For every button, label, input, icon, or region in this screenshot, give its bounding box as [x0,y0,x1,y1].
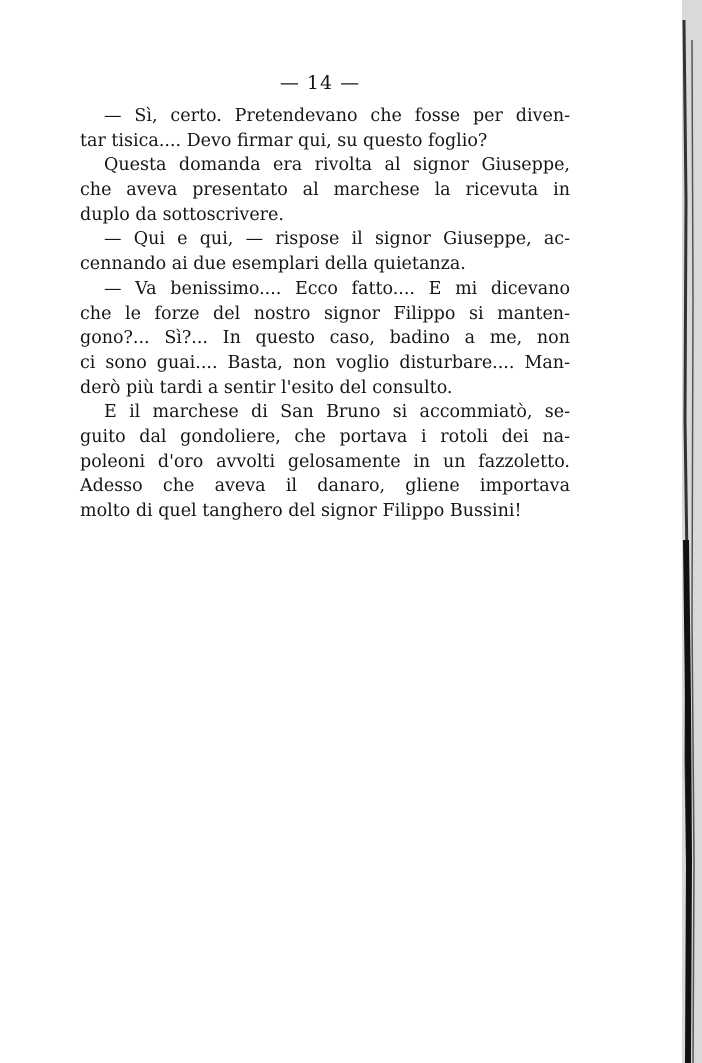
text-line: guito dal gondoliere, che portava i rotoli dei na- [80,426,570,447]
text-line: derò più tardi a sentir l'esito del consulto. [80,377,453,398]
binding-crease-thin [692,40,694,1063]
text-body [80,104,570,524]
text-line: — Qui e qui, — rispose il signor Giuseppe, ac- [104,229,570,250]
text-line: E il marchese di San Bruno si accommiatò, se- [104,402,570,423]
text-line: molto di quel tanghero del signor Filippo Bussini! [80,501,522,521]
text-line: tar tisica.... Devo firmar qui, su questo foglio? [80,130,488,151]
text-line: Questa domanda era rivolta al signor Giuseppe, [104,155,570,176]
page-binding-edge [642,0,702,1063]
text-line: che le forze del nostro signor Filippo si manten- [80,303,570,324]
text-line: duplo da sottoscrivere. [80,204,284,225]
text-line: ci sono guai.... Basta, non voglio disturbare.... Man- [80,352,570,373]
text-line: poleoni d'oro avvolti gelosamente in un fazzoletto. [80,451,570,472]
page-number: — 14 — [279,72,361,94]
text-line: gono?... Sì?... In questo caso, badino a me, non [80,328,570,349]
text-line: — Va benissimo.... Ecco fatto.... E mi dicevano [104,278,570,299]
text-line: — Sì, certo. Pretendevano che fosse per diven- [104,106,570,126]
binding-crease [684,20,688,1063]
binding-shadow [682,0,702,1063]
binding-crease-dark [686,540,689,1063]
text-line: Adesso che aveva il danaro, gliene importava [80,476,570,497]
text-line: cennando ai due esemplari della quietanza. [80,254,466,275]
text-line: che aveva presentato al marchese la ricevuta in [80,180,570,201]
